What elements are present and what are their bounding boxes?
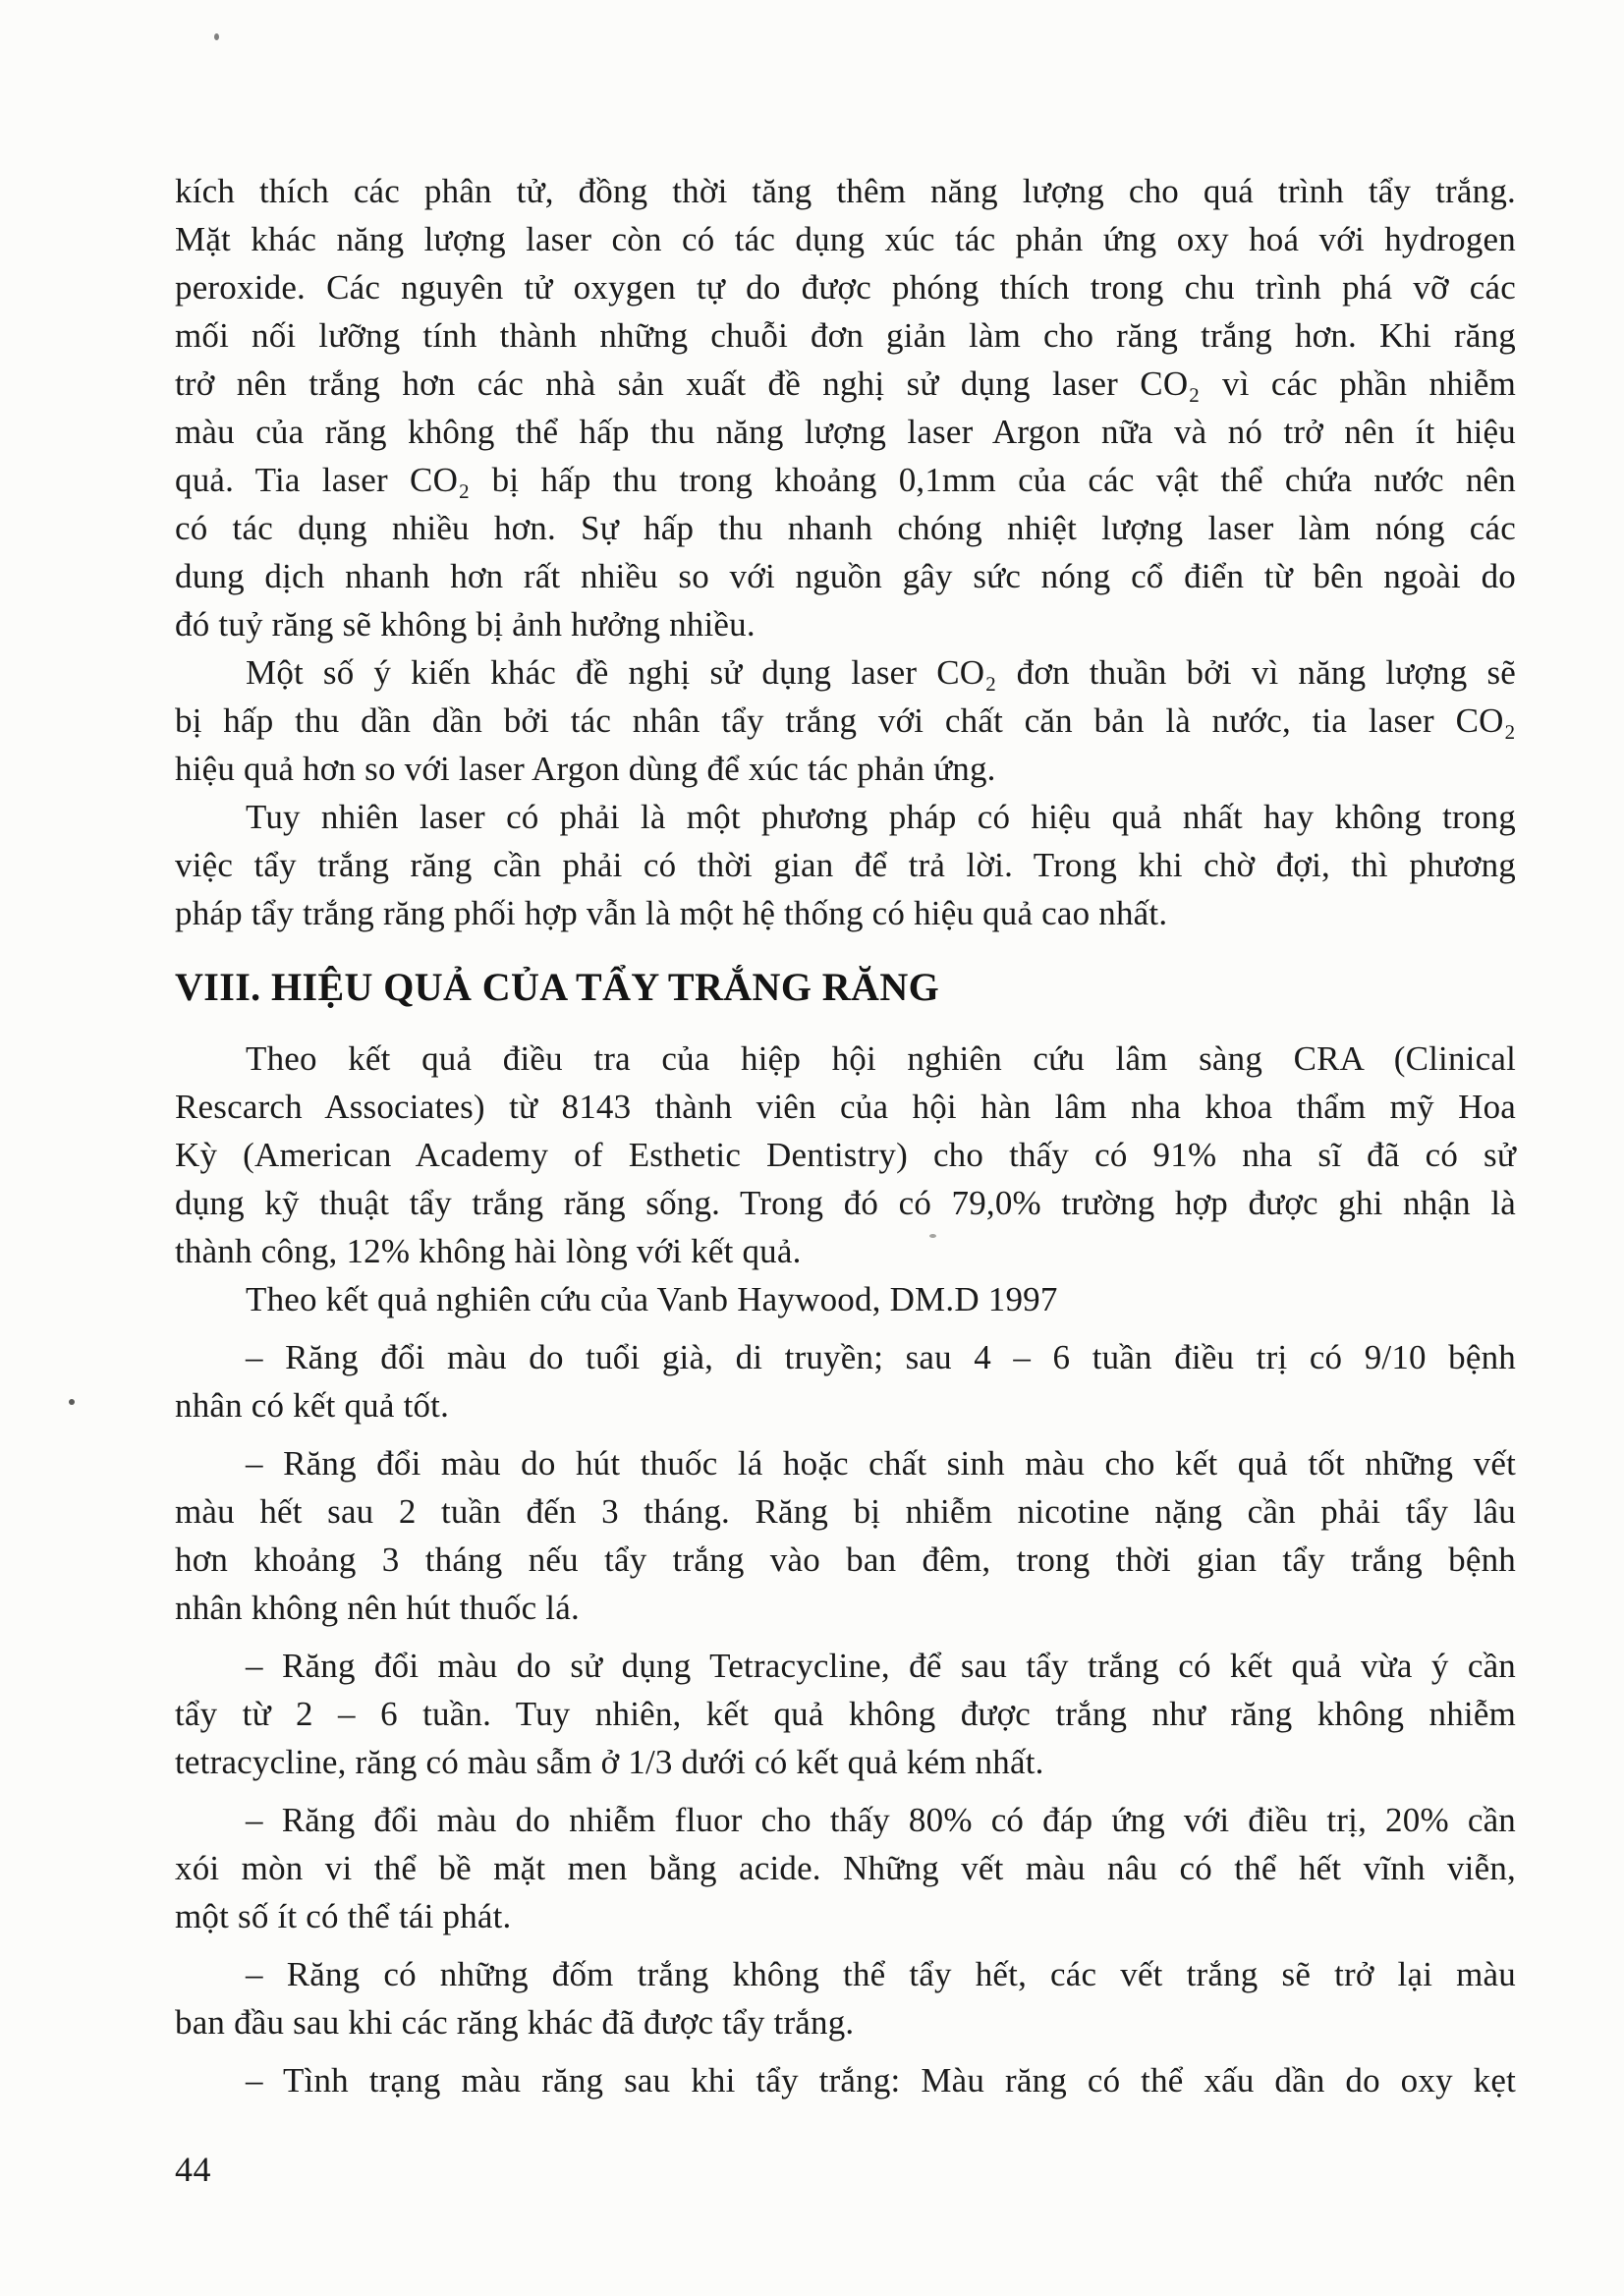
text-line: hiệu quả hơn so với laser Argon dùng để xúc tác phản ứng. xyxy=(175,750,996,788)
ink-speck xyxy=(214,33,219,40)
text-line: việc tẩy trắng răng cần phải có thời gian để trả lời. Trong khi chờ đợi, thì phương xyxy=(175,846,1516,884)
text-block xyxy=(175,167,1516,2104)
bullet-paragraph xyxy=(175,1642,1516,1786)
text-line: màu của răng không thể hấp thu năng lượng laser Argon nữa và nó trở nên ít hiệu xyxy=(175,413,1516,451)
bullet-paragraph xyxy=(175,1796,1516,1940)
text-line: Kỳ (American Academy of Esthetic Dentistry) cho thấy có 91% nha sĩ đã có sử xyxy=(175,1136,1516,1174)
paragraph xyxy=(175,648,1516,793)
text-line: một số ít có thể tái phát. xyxy=(175,1897,512,1935)
text-line: – Răng đổi màu do sử dụng Tetracycline, để sau tẩy trắng có kết quả vừa ý cần xyxy=(246,1647,1516,1685)
text-line: nhân có kết quả tốt. xyxy=(175,1386,450,1425)
text-line: Tuy nhiên laser có phải là một phương pháp có hiệu quả nhất hay không trong xyxy=(246,798,1516,836)
text-line: nhân không nên hút thuốc lá. xyxy=(175,1589,580,1627)
paragraph xyxy=(175,1275,1516,1323)
bullet-paragraph xyxy=(175,1950,1516,2046)
ink-speck xyxy=(69,1399,75,1405)
text-line: dụng kỹ thuật tẩy trắng răng sống. Trong đó có 79,0% trường hợp được ghi nhận là xyxy=(175,1184,1516,1222)
text-line: trở nên trắng hơn các nhà sản xuất đề nghị sử dụng laser CO₂ vì các phần nhiễm xyxy=(175,364,1516,403)
text-line: ban đầu sau khi các răng khác đã được tẩy trắng. xyxy=(175,2003,855,2042)
text-line: bị hấp thu dần dần bởi tác nhân tẩy trắng với chất căn bản là nước, tia laser CO₂ xyxy=(175,701,1516,740)
text-line: thành công, 12% không hài lòng với kết quả. xyxy=(175,1232,802,1270)
bullet-paragraph xyxy=(175,2056,1516,2104)
bullet-paragraph xyxy=(175,1333,1516,1429)
text-line: quả. Tia laser CO₂ bị hấp thu trong khoảng 0,1mm của các vật thể chứa nước nên xyxy=(175,461,1516,499)
text-line: màu hết sau 2 tuần đến 3 tháng. Răng bị nhiễm nicotine nặng cần phải tẩy lâu xyxy=(175,1492,1516,1531)
paragraph xyxy=(175,1035,1516,1275)
bullet-paragraph xyxy=(175,1439,1516,1632)
text-line: Theo kết quả điều tra của hiệp hội nghiên cứu lâm sàng CRA (Clinical xyxy=(246,1039,1516,1078)
section-heading: VIII. HIỆU QUẢ CỦA TẨY TRẮNG RĂNG xyxy=(175,965,940,1009)
paragraph xyxy=(175,167,1516,648)
text-line: tẩy từ 2 – 6 tuần. Tuy nhiên, kết quả không được trắng như răng không nhiễm xyxy=(175,1695,1516,1733)
text-line: – Răng có những đốm trắng không thể tẩy hết, các vết trắng sẽ trở lại màu xyxy=(246,1955,1516,1993)
text-line: dung dịch nhanh hơn rất nhiều so với nguồn gây sức nóng cổ điển từ bên ngoài do xyxy=(175,557,1516,595)
paragraph xyxy=(175,793,1516,937)
text-line: Rescarch Associates) từ 8143 thành viên của hội hàn lâm nha khoa thẩm mỹ Hoa xyxy=(175,1088,1516,1126)
text-line: xói mòn vi thể bề mặt men bằng acide. Những vết màu nâu có thể hết vĩnh viễn, xyxy=(175,1849,1516,1887)
page-number: 44 xyxy=(175,2150,211,2189)
text-line: pháp tẩy trắng răng phối hợp vẫn là một hệ thống có hiệu quả cao nhất. xyxy=(175,894,1168,932)
text-line: – Răng đổi màu do hút thuốc lá hoặc chất sinh màu cho kết quả tốt những vết xyxy=(246,1444,1516,1483)
text-line: peroxide. Các nguyên tử oxygen tự do được phóng thích trong chu trình phá vỡ các xyxy=(175,268,1516,307)
text-line: đó tuỷ răng sẽ không bị ảnh hưởng nhiều. xyxy=(175,605,756,644)
text-line: – Răng đổi màu do nhiễm fluor cho thấy 80% có đáp ứng với điều trị, 20% cần xyxy=(246,1801,1516,1839)
text-line: kích thích các phân tử, đồng thời tăng thêm năng lượng cho quá trình tẩy trắng. xyxy=(175,172,1516,210)
text-line: mối nối lưỡng tính thành những chuỗi đơn giản làm cho răng trắng hơn. Khi răng xyxy=(175,316,1516,355)
text-line: có tác dụng nhiều hơn. Sự hấp thu nhanh chóng nhiệt lượng laser làm nóng các xyxy=(175,509,1516,547)
text-line: – Răng đổi màu do tuổi già, di truyền; sau 4 – 6 tuần điều trị có 9/10 bệnh xyxy=(246,1338,1516,1376)
text-line: hơn khoảng 3 tháng nếu tẩy trắng vào ban đêm, trong thời gian tẩy trắng bệnh xyxy=(175,1540,1516,1579)
text-line: Theo kết quả nghiên cứu của Vanb Haywood, DM.D 1997 xyxy=(246,1280,1058,1318)
text-line: Mặt khác năng lượng laser còn có tác dụng xúc tác phản ứng oxy hoá với hydrogen xyxy=(175,220,1516,258)
text-line: tetracycline, răng có màu sẫm ở 1/3 dưới có kết quả kém nhất. xyxy=(175,1743,1044,1781)
text-line: Một số ý kiến khác đề nghị sử dụng laser CO₂ đơn thuần bởi vì năng lượng sẽ xyxy=(246,653,1516,692)
text-line: – Tình trạng màu răng sau khi tẩy trắng: Màu răng có thể xấu dần do oxy kẹt xyxy=(246,2061,1516,2100)
